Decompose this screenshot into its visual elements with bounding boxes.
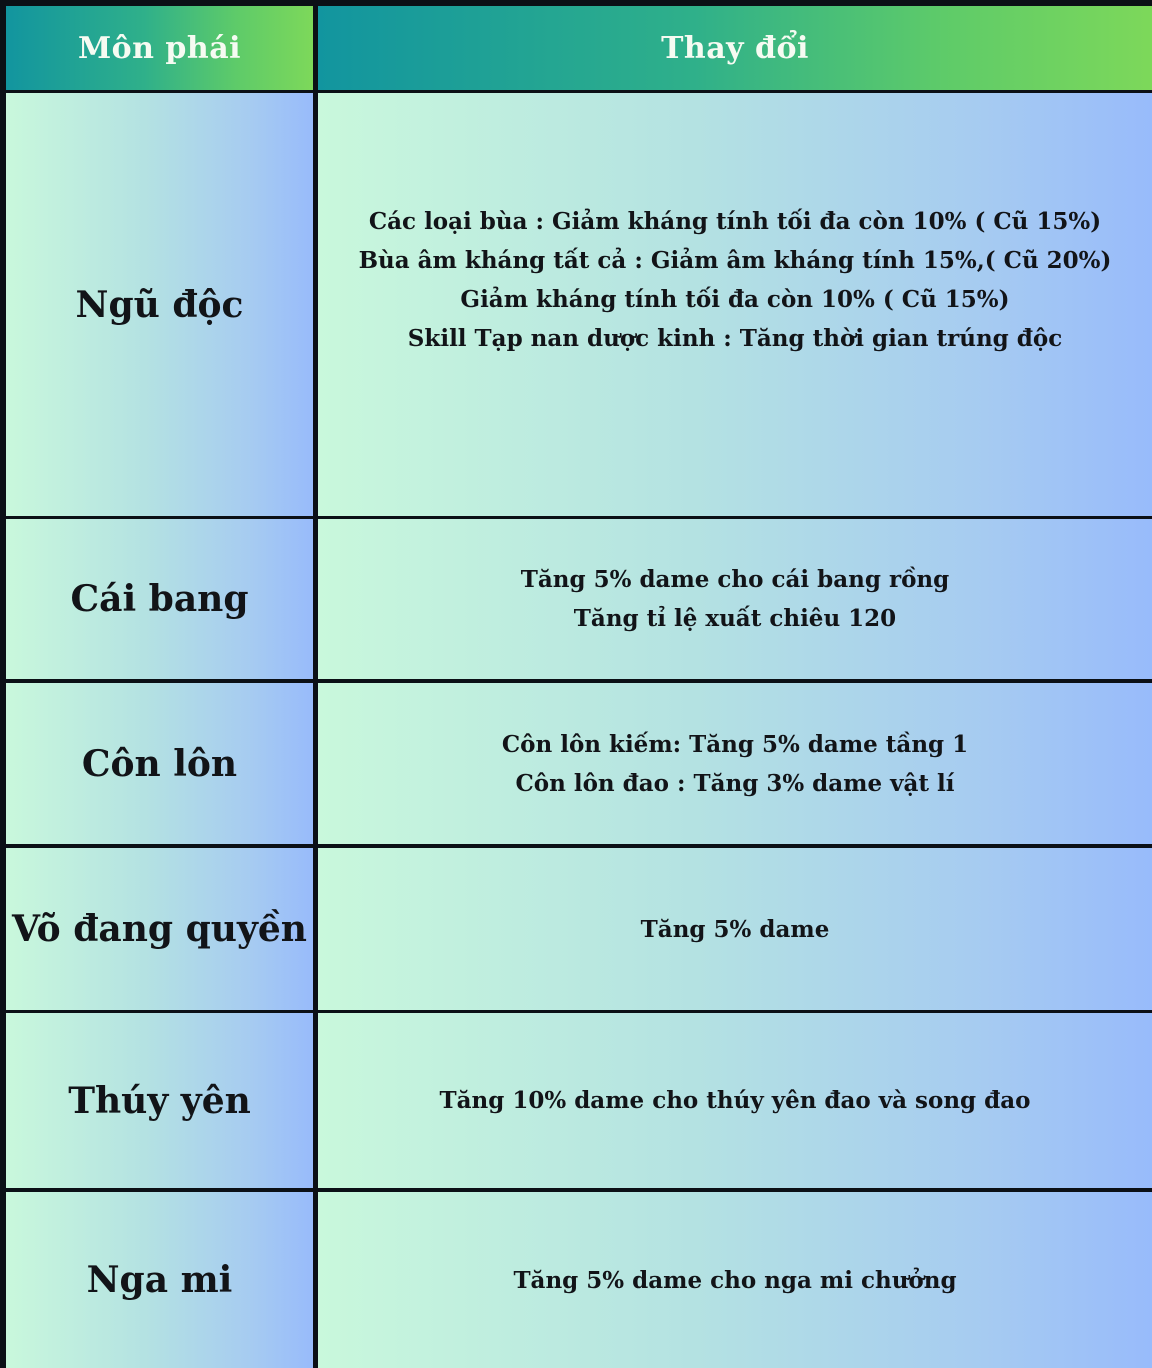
change-item: Giảm kháng tính tối đa còn 10% ( Cũ 15%) — [460, 286, 1010, 313]
table-row — [6, 683, 1152, 844]
header-cell-sect — [6, 6, 313, 90]
table-header-row — [6, 6, 1152, 90]
sect-name: Ngũ độc — [75, 283, 244, 326]
table-row — [6, 1013, 1152, 1188]
changes-cell — [318, 519, 1152, 679]
table-row — [6, 1192, 1152, 1368]
header-changes-label: Thay đổi — [661, 30, 809, 66]
sect-name: Côn lôn — [81, 742, 238, 785]
header-cell-changes — [318, 6, 1152, 90]
changes-list — [521, 560, 949, 638]
change-item: Bùa âm kháng tất cả : Giảm âm kháng tính 15%,( Cũ 20%) — [358, 247, 1112, 274]
sect-name: Nga mi — [86, 1259, 233, 1301]
change-item: Tăng 5% dame — [640, 915, 830, 943]
sect-name: Võ đang quyền — [12, 908, 307, 950]
changes-cell — [318, 683, 1152, 844]
changes-cell — [318, 1013, 1152, 1188]
sect-name: Thúy yên — [68, 1079, 251, 1122]
changes-list — [440, 1081, 1031, 1120]
changes-cell — [318, 93, 1152, 516]
change-item: Côn lôn đao : Tăng 3% dame vật lí — [515, 769, 955, 797]
sect-cell — [6, 1192, 313, 1368]
sect-cell — [6, 93, 313, 516]
change-item: Skill Tạp nan dược kinh : Tăng thời gian trúng độc — [407, 325, 1063, 352]
sect-cell — [6, 848, 313, 1010]
change-item: Tăng tỉ lệ xuất chiêu 120 — [573, 605, 897, 632]
changes-list — [359, 202, 1112, 358]
header-sect-label: Môn phái — [77, 30, 242, 66]
sect-cell — [6, 519, 313, 679]
sect-name: Cái bang — [70, 578, 249, 620]
table-row — [6, 93, 1152, 516]
table-row — [6, 519, 1152, 679]
change-item: Các loại bùa : Giảm kháng tính tối đa còn 10% ( Cũ 15%) — [368, 208, 1102, 235]
sect-cell — [6, 683, 313, 844]
change-item: Tăng 5% dame cho nga mi chưởng — [513, 1266, 957, 1294]
change-item: Côn lôn kiếm: Tăng 5% dame tầng 1 — [501, 730, 969, 758]
changes-cell — [318, 1192, 1152, 1368]
sect-cell — [6, 1013, 313, 1188]
table-row — [6, 848, 1152, 1010]
changes-list — [513, 1261, 956, 1300]
changes-cell — [318, 848, 1152, 1010]
change-item: Tăng 5% dame cho cái bang rồng — [520, 566, 950, 593]
changes-list — [641, 910, 830, 949]
change-item: Tăng 10% dame cho thúy yên đao và song đao — [439, 1087, 1031, 1114]
changes-list — [502, 725, 968, 803]
